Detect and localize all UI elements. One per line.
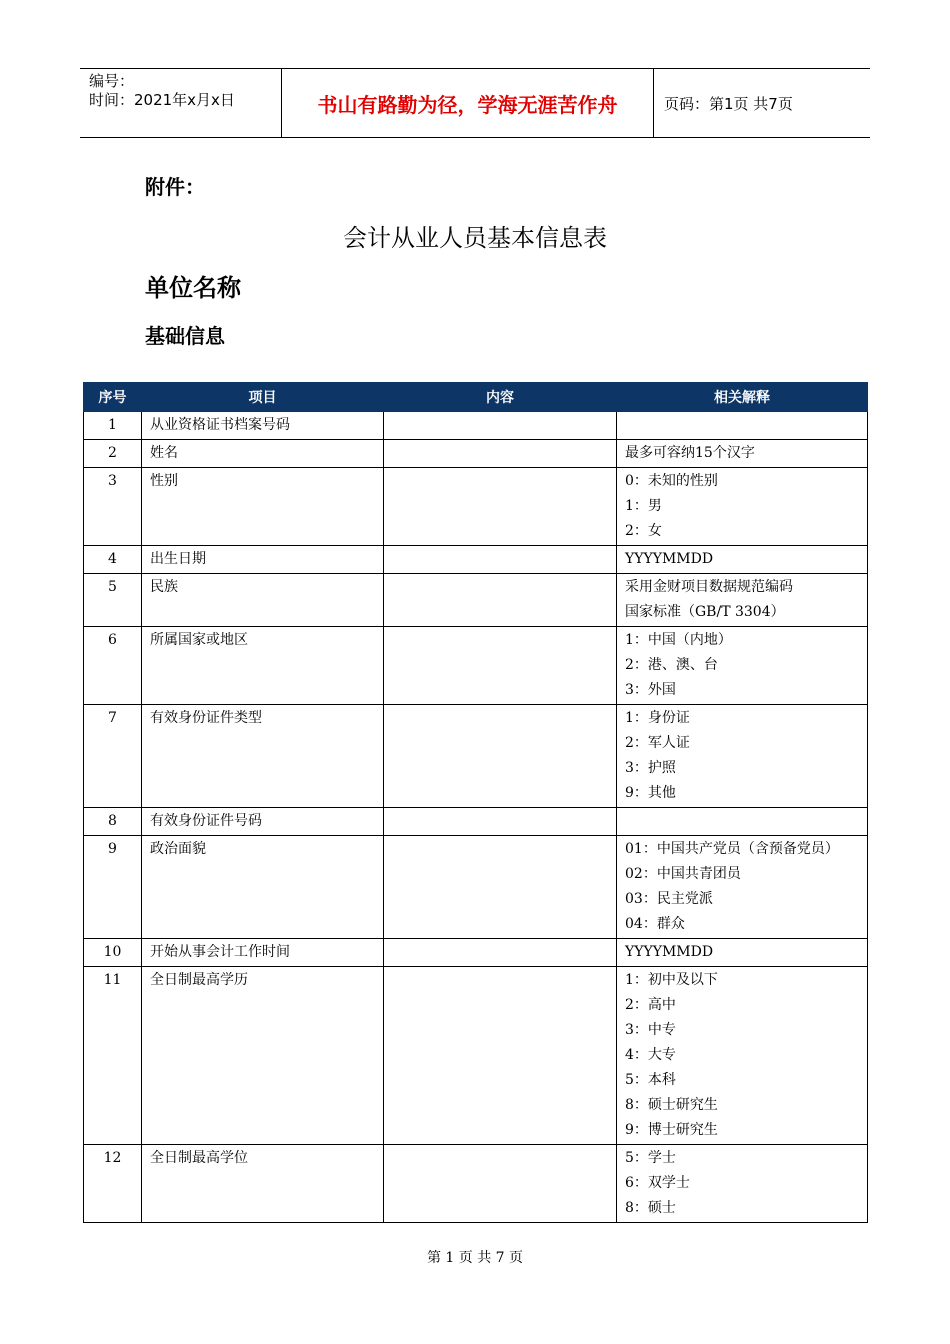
row-number: 10: [84, 939, 142, 967]
explanation-line: 01：中国共产党员（含预备党员）: [625, 841, 839, 857]
row-explanation: [617, 546, 868, 574]
row-content-field[interactable]: [384, 468, 617, 546]
header-left-cell: [80, 69, 282, 137]
motto: 书山有路勤为径，学海无涯苦作舟: [282, 69, 654, 137]
basic-info-table: [83, 382, 868, 1223]
explanation-line: 1：男: [625, 498, 662, 514]
row-number: 12: [84, 1145, 142, 1223]
row-number: 4: [84, 546, 142, 574]
explanation-line: 2：女: [625, 523, 662, 539]
row-number: 8: [84, 808, 142, 836]
page-footer: 第 1 页 共 7 页: [426, 1250, 524, 1266]
explanation-line: 4：大专: [625, 1047, 676, 1063]
row-number: 1: [84, 412, 142, 440]
explanation-line: 6：双学士: [625, 1175, 690, 1191]
row-item: 出生日期: [142, 546, 384, 574]
table-row: [84, 1145, 868, 1223]
row-item: 民族: [142, 574, 384, 627]
row-item: 姓名: [142, 440, 384, 468]
time-label: 时间：2021年x月x日: [89, 91, 235, 109]
explanation-line: 0：未知的性别: [625, 473, 718, 489]
table-row: [84, 440, 868, 468]
row-explanation: [617, 836, 868, 939]
explanation-line: 最多可容纳15个汉字: [625, 445, 755, 461]
explanation-line: 5：本科: [625, 1072, 676, 1088]
row-content-field[interactable]: [384, 574, 617, 627]
explanation-line: 2：高中: [625, 997, 676, 1013]
row-explanation: [617, 705, 868, 808]
row-content-field[interactable]: [384, 967, 617, 1145]
row-content-field[interactable]: [384, 939, 617, 967]
row-item: 政治面貌: [142, 836, 384, 939]
explanation-line: 04：群众: [625, 916, 685, 932]
explanation-line: 9：其他: [625, 785, 676, 801]
row-explanation: [617, 967, 868, 1145]
row-number: 7: [84, 705, 142, 808]
row-content-field[interactable]: [384, 546, 617, 574]
explanation-line: 国家标准（GB/T 3304）: [625, 604, 785, 620]
explanation-line: 采用金财项目数据规范编码: [625, 579, 793, 595]
row-item: 有效身份证件类型: [142, 705, 384, 808]
row-number: 6: [84, 627, 142, 705]
header-content: 内容: [384, 383, 617, 412]
table-row: [84, 808, 868, 836]
page-header: [80, 68, 870, 138]
table-row: [84, 546, 868, 574]
table-row: [84, 939, 868, 967]
row-content-field[interactable]: [384, 808, 617, 836]
table-row: [84, 836, 868, 939]
row-item: 全日制最高学历: [142, 967, 384, 1145]
explanation-line: 2：军人证: [625, 735, 690, 751]
row-item: 有效身份证件号码: [142, 808, 384, 836]
row-content-field[interactable]: [384, 1145, 617, 1223]
row-explanation: [617, 1145, 868, 1223]
row-content-field[interactable]: [384, 705, 617, 808]
table-row: [84, 967, 868, 1145]
explanation-line: YYYYMMDD: [625, 944, 714, 960]
row-explanation: [617, 440, 868, 468]
row-content-field[interactable]: [384, 627, 617, 705]
explanation-line: 02：中国共青团员: [625, 866, 741, 882]
row-explanation: [617, 627, 868, 705]
header-item: 项目: [142, 383, 384, 412]
explanation-line: 1：初中及以下: [625, 972, 718, 988]
explanation-line: 8：硕士: [625, 1200, 676, 1216]
table-row: [84, 705, 868, 808]
row-number: 5: [84, 574, 142, 627]
row-explanation: [617, 574, 868, 627]
row-explanation: [617, 939, 868, 967]
document-title: 会计从业人员基本信息表: [343, 224, 607, 252]
explanation-line: YYYYMMDD: [625, 551, 714, 567]
explanation-line: 1：身份证: [625, 710, 690, 726]
row-explanation: [617, 808, 868, 836]
explanation-line: 8：硕士研究生: [625, 1097, 718, 1113]
unit-name-heading: 单位名称: [145, 273, 241, 302]
row-explanation: [617, 468, 868, 546]
header-no: 序号: [84, 383, 142, 412]
explanation-line: 3：外国: [625, 682, 676, 698]
row-content-field[interactable]: [384, 440, 617, 468]
row-explanation: [617, 412, 868, 440]
table-row: [84, 468, 868, 546]
table-header-row: [84, 383, 868, 412]
row-item: 从业资格证书档案号码: [142, 412, 384, 440]
explanation-line: 3：中专: [625, 1022, 676, 1038]
explanation-line: 5：学士: [625, 1150, 676, 1166]
table-row: [84, 627, 868, 705]
row-item: 全日制最高学位: [142, 1145, 384, 1223]
number-label: 编号：: [89, 72, 135, 90]
row-number: 9: [84, 836, 142, 939]
row-number: 3: [84, 468, 142, 546]
header-explain: 相关解释: [617, 383, 868, 412]
row-number: 2: [84, 440, 142, 468]
row-item: 开始从事会计工作时间: [142, 939, 384, 967]
table-row: [84, 574, 868, 627]
attachment-label: 附件：: [145, 175, 205, 199]
explanation-line: 03：民主党派: [625, 891, 713, 907]
section-title: 基础信息: [145, 324, 225, 348]
row-number: 11: [84, 967, 142, 1145]
explanation-line: 1：中国（内地）: [625, 632, 732, 648]
table-row: [84, 412, 868, 440]
row-content-field[interactable]: [384, 412, 617, 440]
row-content-field[interactable]: [384, 836, 617, 939]
row-item: 所属国家或地区: [142, 627, 384, 705]
row-item: 性别: [142, 468, 384, 546]
page-info: 页码：第1页 共7页: [664, 95, 793, 113]
explanation-line: 3：护照: [625, 760, 676, 776]
explanation-line: 9：博士研究生: [625, 1122, 718, 1138]
explanation-line: 2：港、澳、台: [625, 657, 718, 673]
